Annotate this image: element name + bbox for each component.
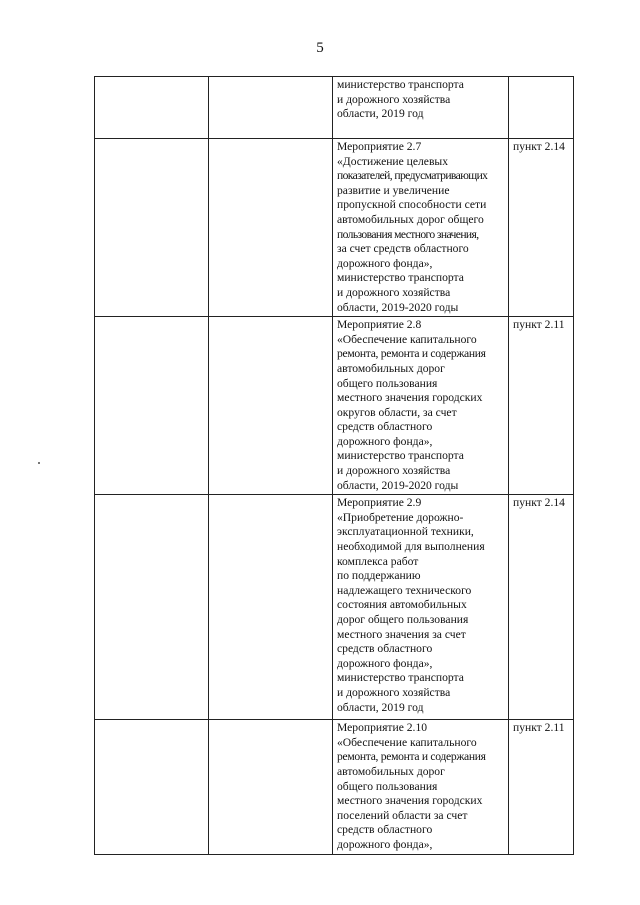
description-line: дорожного фонда», [337, 434, 433, 448]
measure-description-cell [333, 495, 509, 720]
empty-cell-col1 [95, 317, 209, 495]
description-line: дорожного фонда», [337, 256, 433, 270]
reference-text: пункт 2.11 [513, 318, 565, 332]
reference-text: пункт 2.14 [513, 140, 565, 153]
table-row [95, 139, 574, 317]
description-line: ремонта, ремонта и содержания [337, 347, 486, 361]
empty-cell-col2 [209, 317, 333, 495]
description-line: округов области, за счет [337, 405, 457, 419]
description-line: министерство транспорта [337, 78, 464, 91]
description-line: по поддержанию [337, 569, 421, 583]
description-line: показателей, предусматривающих [337, 169, 488, 183]
table-row [95, 77, 574, 139]
description-line: средств областного [337, 823, 433, 837]
description-line: дорог общего пользования [337, 613, 469, 626]
margin-mark [38, 462, 40, 464]
description-line: Мероприятие 2.9 [337, 496, 422, 510]
description-line: местного значения за счет [337, 627, 466, 641]
empty-cell-col2 [209, 495, 333, 720]
description-line: за счет средств областного [337, 242, 469, 256]
measures-table [94, 76, 574, 855]
description-line: общего пользования [337, 779, 438, 793]
table-row [95, 495, 574, 720]
description-line: средств областного [337, 420, 433, 434]
measure-description-cell [333, 317, 509, 495]
description-line: надлежащего технического [337, 583, 472, 597]
description-line: комплекса работ [337, 554, 419, 568]
description-line: пропускной способности сети [337, 198, 487, 212]
description-line: общего пользования [337, 376, 438, 390]
description-line: и дорожного хозяйства [337, 285, 451, 299]
description-line: развитие и увеличение [337, 183, 450, 197]
description-line: и дорожного хозяйства [337, 92, 451, 106]
empty-cell-col2 [209, 720, 333, 854]
description-line: Мероприятие 2.10 [337, 721, 428, 735]
description-line: области, 2019-2020 годы [337, 300, 459, 314]
description-line: «Достижение целевых [337, 154, 449, 168]
description-line: «Обеспечение капитального [337, 332, 477, 346]
description-line: области, 2019-2020 годы [337, 478, 459, 492]
description-line: автомобильных дорог общего [337, 212, 484, 226]
description-line: области, 2019 год [337, 700, 424, 714]
reference-text: пункт 2.14 [513, 496, 565, 510]
description-line: состояния автомобильных [337, 598, 467, 612]
measure-description-cell [333, 720, 509, 854]
empty-cell-col2 [209, 77, 333, 139]
empty-cell-col1 [95, 720, 209, 854]
reference-cell [509, 77, 574, 139]
description-line: автомобильных дорог [337, 361, 445, 375]
description-line: местного значения городских [337, 391, 483, 405]
description-line: области, 2019 год [337, 107, 424, 121]
description-line: дорожного фонда», [337, 656, 433, 670]
description-line: Мероприятие 2.8 [337, 318, 422, 332]
empty-cell-col2 [209, 139, 333, 317]
description-line: автомобильных дорог [337, 765, 445, 779]
empty-cell-col1 [95, 495, 209, 720]
description-line: местного значения городских [337, 794, 483, 808]
description-line: ремонта, ремонта и содержания [337, 750, 486, 764]
description-line: министерство транспорта [337, 671, 464, 685]
description-line: и дорожного хозяйства [337, 464, 451, 478]
reference-cell [509, 720, 574, 854]
description-line: «Приобретение дорожно- [337, 510, 464, 524]
description-line: средств областного [337, 642, 433, 656]
table-body [95, 77, 574, 855]
reference-cell [509, 317, 574, 495]
reference-cell [509, 495, 574, 720]
description-line: необходимой для выполнения [337, 540, 485, 554]
measure-description-cell [333, 77, 509, 139]
empty-cell-col1 [95, 139, 209, 317]
description-line: пользования местного значения, [337, 227, 479, 241]
empty-cell-col1 [95, 77, 209, 139]
description-line: министерство транспорта [337, 449, 464, 463]
description-line: Мероприятие 2.7 [337, 140, 422, 153]
description-line: эксплуатационной техники, [337, 525, 474, 539]
reference-text: пункт 2.11 [513, 721, 565, 735]
description-line: «Обеспечение капитального [337, 735, 477, 749]
measure-description-cell [333, 139, 509, 317]
table-row [95, 317, 574, 495]
table-row [95, 720, 574, 854]
reference-cell [509, 139, 574, 317]
description-line: и дорожного хозяйства [337, 685, 451, 699]
description-line: поселений области за счет [337, 808, 468, 822]
page-number: 5 [316, 40, 324, 56]
description-line: дорожного фонда», [337, 838, 433, 851]
description-line: министерство транспорта [337, 271, 464, 285]
